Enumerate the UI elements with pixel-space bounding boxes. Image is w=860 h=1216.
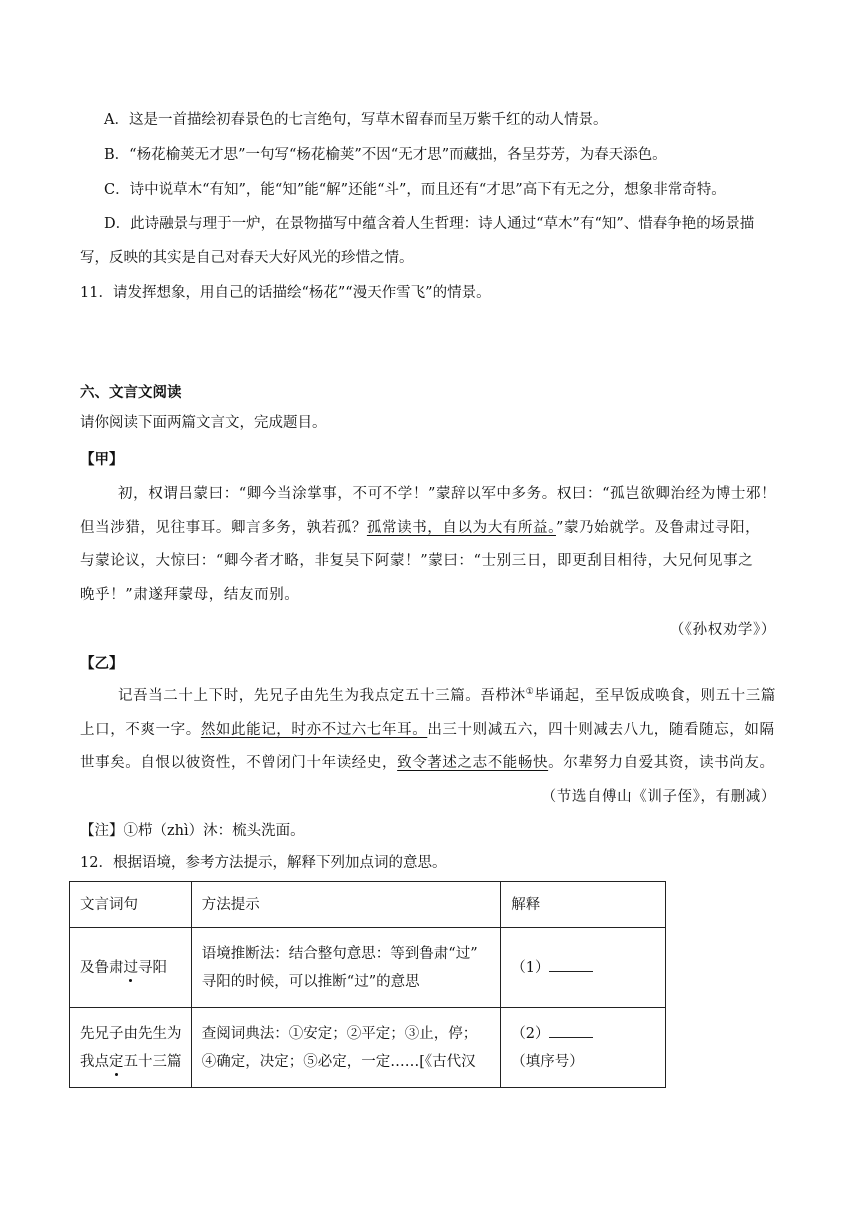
table-header-answer: 解释 — [501, 882, 666, 928]
hint-line: 语境推断法：结合整句意思：等到鲁肃“过” — [201, 945, 478, 962]
passage-yi-line3-start: 世事矣。自恨以彼资性，不曾闭门十年读经史， — [80, 755, 398, 771]
passage-jia-line2 — [80, 518, 760, 538]
passage-yi-underlined-sentence-2: 致令著述之志不能畅快 — [397, 755, 549, 771]
passage-yi-line2 — [80, 720, 775, 740]
table-row — [70, 928, 666, 1008]
question-12-table — [69, 881, 666, 1088]
table-row — [70, 1008, 666, 1088]
answer-hint: （填序号） — [511, 1053, 584, 1070]
passage-jia-label: 【甲】 — [80, 451, 124, 468]
option-d-line1: D．此诗融景与理于一炉，在景物描写中蕴含着人生哲理：诗人通过“草木”有“知”、惜春争艳的场景描 — [104, 216, 755, 232]
answer-number: （2） — [511, 1025, 550, 1042]
phrase-line: 先兄子由先生为 — [80, 1025, 182, 1042]
passage-jia-line1: 初，权谓吕蒙曰：“卿今当涂掌事，不可不学！”蒙辞以军中多务。权曰：“孤岂欲卿治经为博士邪！ — [118, 486, 777, 502]
passage-yi-line3-end: 。尔辈努力自爱其资，读书尚友。 — [548, 755, 775, 771]
footnote-marker: ① — [525, 687, 535, 698]
hint-line: 查阅词典法：①安定；②平定；③止，停； — [201, 1025, 478, 1042]
passage-yi-line1-start: 记吾当二十上下时，先兄子由先生为我点定五十三篇。吾栉沐 — [118, 688, 526, 704]
dotted-word: 定 — [109, 1053, 124, 1070]
phrase-line: 我点定五十三篇 — [80, 1053, 182, 1070]
passage-jia-line3: 与蒙论议，大惊曰：“卿今者才略，非复吴下阿蒙！”蒙曰：“士别三日，即更刮目相待，大兄何见事之 — [80, 553, 754, 569]
footnote: 【注】①栉（zhì）沐：梳头洗面。 — [80, 823, 305, 839]
option-b: B．“杨花榆荚无才思”一句写“杨花榆荚”不因“无才思”而藏拙，各呈芬芳，为春天添色。 — [104, 147, 667, 163]
hint-line: 寻阳的时候，可以推断“过”的意思 — [201, 973, 420, 990]
answer-blank[interactable] — [549, 957, 593, 972]
passage-yi-line2-end: 出三十则减五六，四十则减去八九，随看随忘，如隔 — [427, 722, 775, 738]
hint-line: ④确定，决定；⑤必定，一定……[《古代汉 — [201, 1053, 476, 1070]
table-cell-hint — [191, 1008, 500, 1088]
answer-number: （1） — [511, 959, 550, 976]
section-intro: 请你阅读下面两篇文言文，完成题目。 — [80, 415, 327, 431]
table-cell-phrase — [70, 1008, 192, 1088]
passage-jia-source: （《孙权劝学》） — [669, 622, 776, 638]
question-11: 11．请发挥想象，用自己的话描绘“杨花”“漫天作雪飞”的情景。 — [80, 285, 491, 301]
option-a: A．这是一首描绘初春景色的七言绝句，写草木留春而呈万紫千红的动人情景。 — [104, 112, 608, 128]
table-header-phrase: 文言词句 — [70, 882, 192, 928]
option-c: C．诗中说草木“有知”，能“知”能“解”还能“斗”，而且还有“才思”高下有无之分，想象非常奇特。 — [104, 182, 726, 198]
passage-yi-line1 — [118, 686, 776, 706]
passage-yi-label: 【乙】 — [80, 655, 124, 672]
passage-yi-line3 — [80, 753, 775, 773]
passage-yi-line2-start: 上口，不爽一字。 — [80, 722, 201, 738]
dotted-word: 过 — [123, 959, 138, 976]
table-header-hint: 方法提示 — [191, 882, 500, 928]
passage-yi-line1-end: 毕诵起，至早饭成唤食，则五十三篇 — [534, 688, 776, 704]
table-cell-answer — [501, 1008, 666, 1088]
question-12: 12．根据语境，参考方法提示，解释下列加点词的意思。 — [80, 855, 447, 871]
answer-blank[interactable] — [549, 1023, 593, 1038]
table-cell-hint — [191, 928, 500, 1008]
passage-jia-line2-end: ”蒙乃始就学。及鲁肃过寻阳， — [555, 520, 761, 536]
phrase-before-dot: 及鲁肃 — [80, 959, 124, 976]
passage-yi-source: （节选自傅山《训子侄》，有删减） — [541, 789, 776, 805]
passage-jia-line4: 晚乎！”肃遂拜蒙母，结友而别。 — [80, 587, 300, 603]
passage-yi-underlined-sentence-1: 然如此能记，时亦不过六七年耳。 — [200, 722, 428, 738]
section-title: 六、文言文阅读 — [80, 384, 182, 401]
option-d-line2: 写，反映的其实是自己对春天大好风光的珍惜之情。 — [80, 250, 414, 266]
table-cell-answer — [501, 928, 666, 1008]
passage-jia-line2-start: 但当涉猎，见往事耳。卿言多务，孰若孤？ — [80, 520, 367, 536]
passage-jia-underlined-sentence: 孤常读书，自以为大有所益。 — [366, 520, 556, 536]
table-header-row — [70, 882, 666, 928]
table-cell-phrase — [70, 928, 192, 1008]
phrase-after-dot: 寻阳 — [138, 959, 167, 976]
